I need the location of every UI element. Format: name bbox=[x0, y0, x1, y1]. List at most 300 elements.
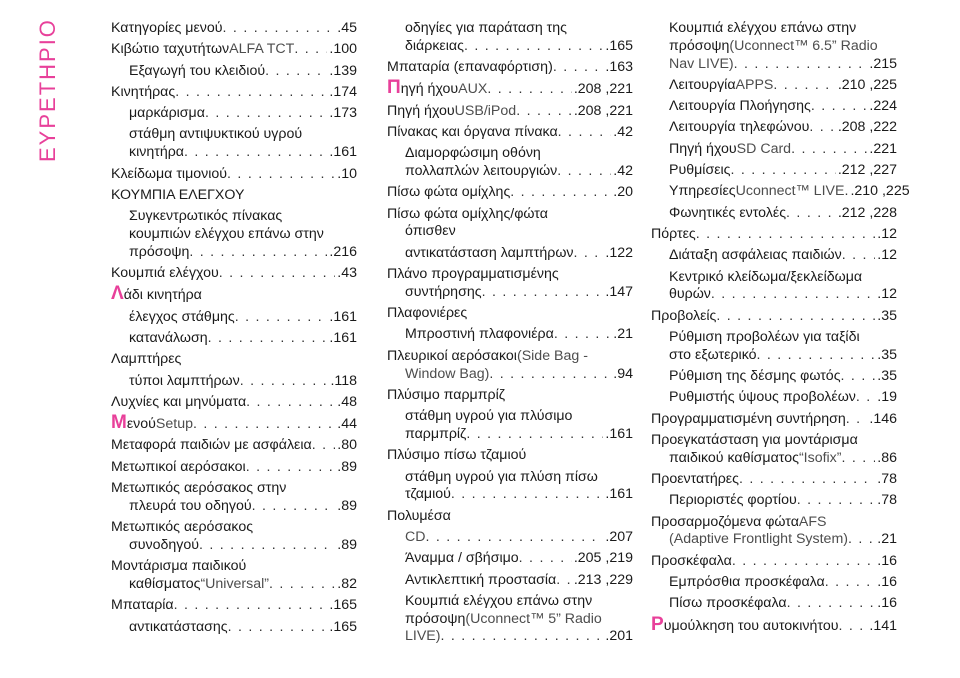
entry-text: ηγή ήχου bbox=[400, 81, 459, 98]
entry-text: κινητήρα bbox=[129, 144, 184, 161]
leader-dots bbox=[269, 576, 335, 594]
entry-text: Κινητήρας bbox=[111, 83, 176, 100]
leader-dots bbox=[848, 531, 875, 549]
index-column-3 bbox=[651, 20, 910, 635]
page-number: .208 ,221 bbox=[573, 81, 633, 98]
leader-dots bbox=[732, 553, 875, 571]
page-number: .215 bbox=[869, 55, 897, 72]
index-entry bbox=[651, 368, 897, 386]
page-number: .80 bbox=[337, 437, 357, 454]
index-entry bbox=[111, 187, 357, 205]
entry-text: πρόσοψη bbox=[669, 37, 730, 54]
page-number: .78 bbox=[877, 492, 897, 509]
index-entry-line bbox=[111, 144, 357, 162]
entry-text: Ρύθμιση προβολέων για ταξίδι bbox=[669, 328, 860, 345]
leader-dots bbox=[510, 184, 611, 202]
entry-text: Εμπρόσθια προσκέφαλα bbox=[669, 574, 825, 591]
index-entry-line bbox=[387, 38, 633, 56]
index-entry-line bbox=[651, 347, 897, 365]
entry-text: οδηγίες για παράταση της bbox=[405, 20, 568, 36]
index-entry-line bbox=[111, 126, 357, 144]
page-number: .161 bbox=[605, 425, 633, 442]
index-entry bbox=[387, 550, 633, 568]
leader-dots bbox=[553, 59, 604, 77]
leader-dots bbox=[487, 81, 572, 99]
index-entry-line bbox=[651, 553, 897, 571]
page-number: .165 bbox=[605, 37, 633, 54]
entry-text: Μεταφορά παιδιών με ασφάλεια bbox=[111, 437, 312, 454]
entry-text-latin: Setup bbox=[155, 416, 193, 433]
entry-text-latin: ALFA TCT bbox=[229, 41, 295, 58]
page-number: .201 bbox=[605, 628, 633, 645]
index-entry-line bbox=[651, 77, 897, 95]
entry-text: τύποι λαμπτήρων bbox=[129, 372, 240, 389]
entry-text: Πίσω φώτα ομίχλης bbox=[387, 184, 511, 201]
entry-text: Πίσω φώτα ομίχλης/φώτα bbox=[387, 205, 548, 222]
index-entry-line bbox=[387, 408, 633, 426]
index-entry-line bbox=[651, 308, 897, 326]
page-number: .20 bbox=[613, 184, 633, 201]
leader-dots bbox=[205, 105, 327, 123]
index-entry bbox=[111, 41, 357, 59]
index-entry bbox=[111, 84, 357, 102]
index-entry-line bbox=[651, 329, 897, 347]
entry-text-latin: Window Bag) bbox=[405, 365, 490, 382]
entry-text: Προσαρμοζόμενα φώτα bbox=[651, 513, 799, 530]
page-number: .42 bbox=[613, 123, 633, 140]
entry-text: Μοντάρισμα παιδικού bbox=[111, 558, 247, 575]
index-entry-line bbox=[387, 163, 633, 181]
index-entry bbox=[111, 63, 357, 81]
entry-text: Πίνακας και όργανα πίνακα bbox=[387, 123, 558, 140]
leader-dots bbox=[558, 124, 612, 142]
index-entry-line bbox=[111, 105, 357, 123]
entry-text: Κλείδωμα τιμονιού bbox=[111, 165, 228, 182]
page-number: .45 bbox=[337, 20, 357, 36]
index-entry-line bbox=[651, 613, 897, 636]
index-entry bbox=[387, 103, 633, 121]
index-entry bbox=[651, 574, 897, 592]
entry-text: στο εξωτερικό bbox=[669, 346, 757, 363]
page-number: .139 bbox=[329, 62, 357, 79]
leader-dots bbox=[440, 628, 603, 646]
index-entry-line bbox=[387, 426, 633, 444]
page-number: .48 bbox=[337, 393, 357, 410]
index-entry bbox=[651, 226, 897, 244]
page-number: .147 bbox=[605, 283, 633, 300]
entry-text: Διάταξη ασφάλειας παιδιών bbox=[669, 247, 842, 264]
section-letter: Μ bbox=[111, 412, 127, 434]
index-entry bbox=[387, 245, 633, 263]
index-entry bbox=[651, 269, 897, 305]
entry-text-latin: “Isofix” bbox=[798, 449, 842, 466]
entry-text: Προσκέφαλα bbox=[651, 552, 732, 569]
entry-text: Ρυθμιστής ύψους προβολέων bbox=[669, 389, 856, 406]
index-entry bbox=[111, 283, 357, 305]
index-column-1 bbox=[111, 20, 357, 636]
index-entry bbox=[387, 184, 633, 202]
index-entry-line bbox=[387, 284, 633, 302]
entry-text: Προεντατήρες bbox=[651, 471, 739, 488]
page-number: .165 bbox=[329, 618, 357, 635]
page-number: .21 bbox=[613, 326, 633, 343]
page-number: .122 bbox=[605, 244, 633, 261]
index-entry bbox=[651, 119, 897, 137]
leader-dots bbox=[825, 574, 876, 592]
index-entry-line bbox=[387, 305, 633, 323]
index-entry bbox=[111, 480, 357, 516]
leader-dots bbox=[235, 309, 328, 327]
index-entry bbox=[651, 308, 897, 326]
index-entry-line bbox=[651, 98, 897, 116]
leader-dots bbox=[557, 163, 611, 181]
entry-text: Προβολείς bbox=[651, 307, 717, 324]
index-entry-line bbox=[111, 84, 357, 102]
entry-text: αντικατάστασης bbox=[129, 618, 228, 635]
leader-dots bbox=[838, 618, 867, 636]
index-title: ΕΥΡΕΤΗΡΙΟ bbox=[35, 18, 60, 162]
entry-text: Άναμμα / σβήσιμο bbox=[405, 550, 519, 567]
index-entry-line bbox=[387, 348, 633, 366]
leader-dots bbox=[265, 63, 327, 81]
entry-text: Πόρτες bbox=[651, 225, 696, 242]
entry-text: Λειτουργία τηλεφώνου bbox=[669, 119, 810, 136]
leader-dots bbox=[219, 265, 336, 283]
index-entry bbox=[387, 348, 633, 384]
page-number: .174 bbox=[329, 83, 357, 100]
entry-text: Πηγή ήχου bbox=[669, 140, 737, 157]
index-entry-line bbox=[111, 519, 357, 537]
index-entry bbox=[651, 613, 897, 636]
entry-text: Κατηγορίες μενού bbox=[111, 20, 223, 36]
index-entry bbox=[651, 471, 897, 489]
entry-text-latin: CD bbox=[405, 528, 426, 545]
index-entry-line bbox=[111, 63, 357, 81]
index-entry-line bbox=[111, 283, 357, 305]
leader-dots bbox=[734, 56, 868, 74]
leader-dots bbox=[711, 286, 875, 304]
entry-text: Πολυμέσα bbox=[387, 507, 451, 524]
index-entry bbox=[651, 389, 897, 407]
index-entry-line bbox=[651, 119, 897, 137]
index-entry-line bbox=[651, 226, 897, 244]
entry-text: αντικατάσταση λαμπτήρων bbox=[405, 244, 574, 261]
index-entry bbox=[111, 208, 357, 261]
page-number: .16 bbox=[877, 595, 897, 612]
index-entry-line bbox=[651, 595, 897, 613]
leader-dots bbox=[846, 411, 868, 429]
index-entry-line bbox=[111, 437, 357, 455]
page-number: .146 bbox=[869, 410, 897, 427]
leader-dots bbox=[519, 550, 572, 568]
index-entry-line bbox=[387, 20, 633, 38]
entry-text: ενού bbox=[126, 416, 156, 433]
page-number: .165 bbox=[329, 597, 357, 614]
index-entry-line bbox=[651, 183, 910, 201]
page-number: .161 bbox=[605, 486, 633, 503]
index-entry bbox=[387, 266, 633, 302]
entry-text: έλεγχος στάθμης bbox=[129, 308, 235, 325]
index-entry bbox=[651, 411, 897, 429]
index-entry-line bbox=[387, 206, 633, 224]
entry-text-latin: USB/iPod bbox=[454, 102, 517, 119]
leader-dots bbox=[466, 426, 603, 444]
index-entry bbox=[387, 572, 633, 590]
index-entry-line bbox=[111, 226, 357, 244]
index-entry-line bbox=[651, 411, 897, 429]
index-entry-line bbox=[651, 38, 897, 56]
page-number: .16 bbox=[877, 574, 897, 591]
index-entry-line bbox=[111, 537, 357, 555]
index-entry-line bbox=[111, 20, 357, 38]
page-number: .19 bbox=[877, 389, 897, 406]
entry-text-latin: (Uconnect™ 5” Radio bbox=[465, 610, 602, 627]
entry-text: στάθμη υγρού για πλύσιμο bbox=[405, 408, 573, 425]
page-number: .161 bbox=[329, 144, 357, 161]
index-entry-line bbox=[387, 366, 633, 384]
index-entry-line bbox=[111, 558, 357, 576]
page-number: .21 bbox=[877, 531, 897, 548]
index-entry bbox=[651, 205, 897, 223]
index-entry bbox=[387, 305, 633, 323]
index-entry-line bbox=[651, 247, 897, 265]
leader-dots bbox=[252, 498, 336, 516]
page-number: .163 bbox=[605, 59, 633, 76]
index-entry bbox=[651, 98, 897, 116]
index-entry-line bbox=[111, 498, 357, 516]
index-entry-line bbox=[111, 208, 357, 226]
index-entry bbox=[111, 105, 357, 123]
leader-dots bbox=[246, 459, 336, 477]
page-number: .86 bbox=[877, 449, 897, 466]
index-entry-line bbox=[387, 529, 633, 547]
page-number: .89 bbox=[337, 497, 357, 514]
page-number: .173 bbox=[329, 105, 357, 122]
leader-dots bbox=[731, 162, 836, 180]
page-number: .10 bbox=[337, 165, 357, 182]
index-column-2 bbox=[387, 20, 633, 646]
index-entry-line bbox=[111, 351, 357, 369]
page-number: .12 bbox=[877, 247, 897, 264]
entry-text: θυρών bbox=[669, 286, 711, 303]
page-number: .35 bbox=[877, 368, 897, 385]
page-number: .12 bbox=[877, 225, 897, 242]
index-entry bbox=[387, 326, 633, 344]
leader-dots bbox=[739, 471, 875, 489]
page-number: .210 ,225 bbox=[837, 76, 897, 93]
page-number: .100 bbox=[329, 41, 357, 58]
leader-dots bbox=[240, 373, 329, 391]
entry-text: πρόσοψη bbox=[129, 243, 190, 260]
entry-text: συνοδηγού bbox=[129, 536, 200, 553]
entry-text: Πηγή ήχου bbox=[387, 102, 455, 119]
entry-text: Πλύσιμο πίσω τζαμιού bbox=[387, 447, 527, 464]
index-entry-line bbox=[111, 166, 357, 184]
section-letter: Π bbox=[387, 77, 401, 99]
leader-dots bbox=[842, 247, 876, 265]
leader-dots bbox=[574, 245, 604, 263]
index-entry-line bbox=[387, 611, 633, 629]
entry-text: καθίσματος bbox=[129, 576, 201, 593]
page-number: .212 ,228 bbox=[837, 204, 897, 221]
index-entry bbox=[387, 447, 633, 465]
entry-text: Λειτουργία bbox=[669, 76, 736, 93]
entry-text: διάρκειας bbox=[405, 37, 464, 54]
index-entry bbox=[387, 124, 633, 142]
leader-dots bbox=[773, 77, 835, 95]
index-entry-line bbox=[387, 486, 633, 504]
index-side-label bbox=[0, 0, 96, 678]
entry-text: κατανάλωση bbox=[129, 329, 208, 346]
entry-text-latin: Nav LIVE) bbox=[669, 55, 734, 72]
index-entry bbox=[111, 558, 357, 594]
index-entry-line bbox=[387, 124, 633, 142]
leader-dots bbox=[451, 486, 603, 504]
index-entry-line bbox=[111, 244, 357, 262]
entry-text: υμούλκηση του αυτοκινήτου bbox=[663, 617, 839, 634]
index-entry-line bbox=[387, 223, 633, 241]
entry-text-latin: AUX bbox=[458, 81, 488, 98]
entry-text-latin: SD Card bbox=[736, 140, 792, 157]
leader-dots bbox=[554, 326, 611, 344]
leader-dots bbox=[757, 347, 876, 365]
entry-text: Υπηρεσίες bbox=[669, 183, 736, 200]
page-number: .207 bbox=[605, 528, 633, 545]
index-entry bbox=[387, 529, 633, 547]
index-entry bbox=[387, 77, 633, 99]
entry-text: Κεντρικό κλείδωμα/ξεκλείδωμα bbox=[669, 268, 863, 285]
index-entry bbox=[651, 141, 897, 159]
index-entry-line bbox=[111, 394, 357, 412]
page-number: .224 bbox=[869, 98, 897, 115]
index-entry bbox=[111, 619, 357, 637]
entry-text: μαρκάρισμα bbox=[129, 105, 205, 122]
leader-dots bbox=[426, 529, 604, 547]
page-number: .141 bbox=[869, 617, 897, 634]
entry-text-latin: APPS bbox=[735, 76, 774, 93]
entry-text: Κιβώτιο ταχυτήτων bbox=[111, 41, 230, 58]
entry-text: Ρύθμιση της δέσμης φωτός bbox=[669, 368, 841, 385]
leader-dots bbox=[208, 330, 328, 348]
leader-dots bbox=[199, 537, 335, 555]
entry-text-latin: (Uconnect™ 6.5” Radio bbox=[729, 37, 878, 54]
index-entry bbox=[111, 437, 357, 455]
page-number: .161 bbox=[329, 329, 357, 346]
leader-dots bbox=[175, 84, 327, 102]
entry-text: πολλαπλών λειτουργιών bbox=[405, 163, 558, 180]
entry-text: πρόσοψη bbox=[405, 610, 466, 627]
index-entry bbox=[111, 459, 357, 477]
index-entry-line bbox=[111, 265, 357, 283]
leader-dots bbox=[787, 595, 876, 613]
entry-text: άδι κινητήρα bbox=[123, 287, 202, 304]
index-entry-line bbox=[387, 145, 633, 163]
entry-text: Προεγκατάσταση για μοντάρισμα bbox=[651, 431, 858, 448]
entry-text: κουμπιών ελέγχου επάνω στην bbox=[129, 225, 324, 242]
index-entry bbox=[387, 59, 633, 77]
index-entry-line bbox=[387, 103, 633, 121]
index-entry bbox=[111, 519, 357, 555]
page-number: .221 bbox=[869, 140, 897, 157]
index-entry-line bbox=[651, 514, 897, 532]
leader-dots bbox=[189, 244, 327, 262]
index-entry bbox=[651, 595, 897, 613]
entry-text: Λυχνίες και μηνύματα bbox=[111, 393, 247, 410]
index-entry-line bbox=[387, 245, 633, 263]
entry-text: Μετωπικός αερόσακος bbox=[111, 519, 254, 536]
leader-dots bbox=[811, 98, 868, 116]
entry-text: Μετωπικοί αερόσακοι bbox=[111, 458, 246, 475]
index-entry bbox=[651, 247, 897, 265]
index-entry-line bbox=[111, 187, 357, 205]
page-number: .82 bbox=[337, 576, 357, 593]
index-entry-line bbox=[651, 531, 897, 549]
leader-dots bbox=[223, 20, 336, 38]
index-entry-line bbox=[651, 432, 897, 450]
index-entry bbox=[111, 394, 357, 412]
index-entry-line bbox=[651, 269, 897, 287]
index-entry-line bbox=[111, 480, 357, 498]
page-number: .216 bbox=[329, 243, 357, 260]
index-entry bbox=[651, 162, 897, 180]
index-entry-line bbox=[111, 597, 357, 615]
index-entry-line bbox=[111, 373, 357, 391]
index-entry-line bbox=[111, 619, 357, 637]
leader-dots bbox=[227, 166, 335, 184]
entry-text: Μπαταρία (επαναφόρτιση) bbox=[387, 59, 553, 76]
page-number: .161 bbox=[329, 308, 357, 325]
index-entry bbox=[111, 309, 357, 327]
leader-dots bbox=[516, 103, 572, 121]
index-entry-line bbox=[111, 41, 357, 59]
index-entry bbox=[387, 508, 633, 526]
leader-dots bbox=[856, 389, 875, 407]
entry-text: Αντικλεπτική προστασία bbox=[405, 571, 557, 588]
index-entry-line bbox=[651, 286, 897, 304]
leader-dots bbox=[489, 366, 611, 384]
index-entry-line bbox=[387, 447, 633, 465]
index-entry bbox=[111, 330, 357, 348]
index-entry-line bbox=[111, 459, 357, 477]
entry-text: Φωνητικές εντολές bbox=[669, 204, 787, 221]
index-entry bbox=[651, 514, 897, 550]
leader-dots bbox=[841, 368, 876, 386]
index-entry-line bbox=[387, 508, 633, 526]
index-entry-line bbox=[387, 572, 633, 590]
index-entry-line bbox=[111, 330, 357, 348]
leader-dots bbox=[246, 394, 335, 412]
index-entry bbox=[651, 329, 897, 365]
entry-text: Πίσω προσκέφαλα bbox=[669, 595, 787, 612]
entry-text: Εξαγωγή του κλειδιού bbox=[129, 62, 266, 79]
index-entry bbox=[387, 145, 633, 181]
leader-dots bbox=[174, 597, 328, 615]
index-entry bbox=[111, 412, 357, 434]
page-number: .89 bbox=[337, 536, 357, 553]
page-number: .12 bbox=[877, 286, 897, 303]
leader-dots bbox=[696, 226, 875, 244]
entry-text-latin: LIVE) bbox=[405, 628, 441, 645]
index-entry bbox=[387, 206, 633, 242]
leader-dots bbox=[228, 619, 328, 637]
leader-dots bbox=[786, 205, 836, 223]
page-number: .205 ,219 bbox=[573, 550, 633, 567]
leader-dots bbox=[842, 450, 876, 468]
page-number: .210 ,225 bbox=[850, 183, 910, 200]
index-entry-line bbox=[111, 309, 357, 327]
entry-text-latin: AFS bbox=[798, 513, 827, 530]
index-entry-line bbox=[387, 593, 633, 611]
